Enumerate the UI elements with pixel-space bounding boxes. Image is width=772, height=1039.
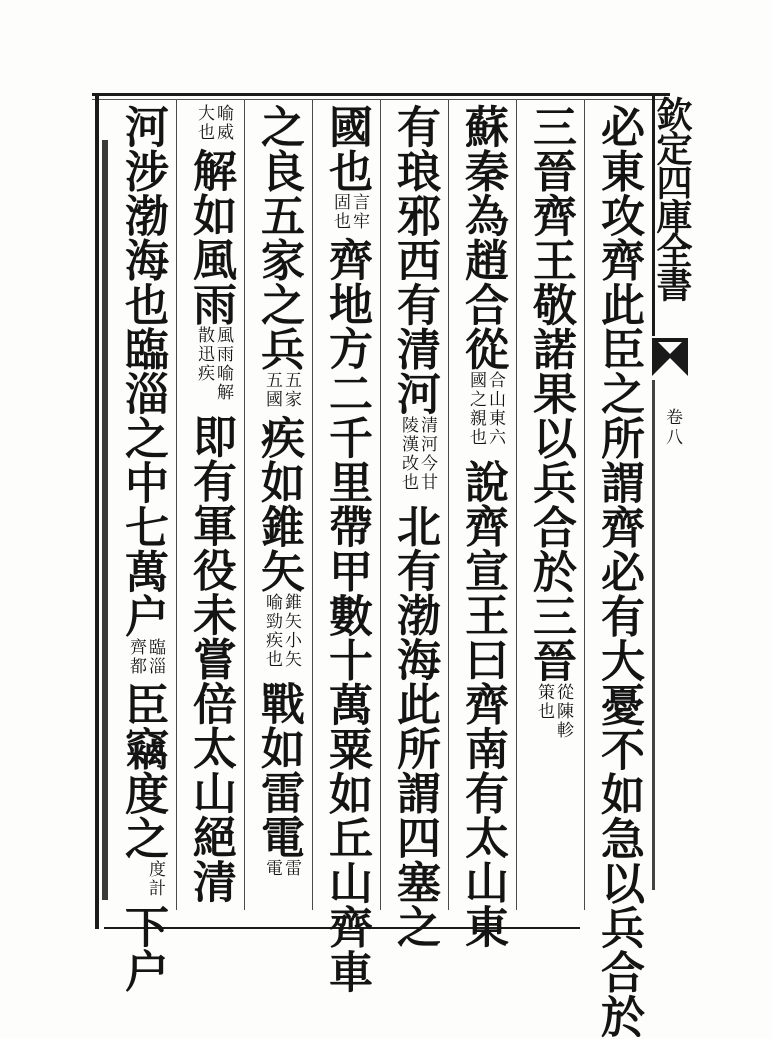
- column-divider: [244, 100, 245, 910]
- column-divider: [516, 100, 517, 910]
- text-column-1: [593, 104, 644, 1039]
- text-column-8: [117, 104, 168, 993]
- frame-left-thick-bar: [102, 140, 108, 900]
- annotation-note: 合山東六國之親也: [466, 371, 505, 447]
- column-divider: [176, 100, 177, 910]
- annotation-note: 言牢固也: [330, 193, 369, 231]
- volume-number: 卷八: [662, 408, 682, 448]
- column-divider: [448, 100, 449, 910]
- text-column-5: [321, 104, 372, 994]
- main-text: 北有渤海此所謂四塞之: [389, 503, 440, 949]
- column-divider: [584, 100, 585, 910]
- main-text: 說齊宣王曰齊南有太山東: [457, 459, 508, 949]
- annotation-note: 臨淄齊都: [126, 638, 165, 676]
- annotation-note: 度計: [145, 860, 165, 898]
- main-text: 有琅邪西有清河: [389, 104, 440, 416]
- main-text: 河涉渤海也臨淄之中七萬户: [117, 104, 168, 638]
- fishtail-mark-icon: [650, 336, 690, 380]
- annotation-note: 喻威大也: [194, 104, 233, 142]
- text-column-2: [525, 104, 576, 751]
- main-text: 解如風雨: [185, 148, 236, 326]
- annotation-note: 錐矢小矢喻勁疾也: [262, 593, 301, 669]
- main-text: 下户: [117, 904, 168, 993]
- main-text: 戰如雷電: [253, 681, 304, 859]
- text-column-7: [185, 104, 236, 904]
- main-text: 即有軍役未嘗倍太山絕清: [185, 414, 236, 904]
- column-divider: [312, 100, 313, 910]
- main-text: 臣竊度之: [117, 682, 168, 860]
- frame-top-rule: [92, 93, 670, 96]
- main-text: 三晉齊王敬諾果以兵合於三晉: [525, 104, 576, 683]
- main-text: 國也: [321, 104, 372, 193]
- column-divider: [380, 100, 381, 910]
- text-column-4: [389, 104, 440, 949]
- frame-left-rule: [95, 96, 99, 929]
- annotation-note: 雷電: [262, 859, 301, 878]
- annotation-note: 五家五國: [262, 371, 301, 409]
- annotation-note: 清河今甘陵漢改也: [398, 415, 437, 492]
- main-text: 蘇秦為趙合從: [457, 104, 508, 371]
- annotation-note: 從陳軫策也: [534, 682, 573, 740]
- main-text: 必東攻齊此臣之所謂齊必有大憂不如急以兵合於: [593, 104, 644, 1039]
- main-text: 齊地方二千里帶甲數十萬粟如丘山齊車: [321, 237, 372, 994]
- annotation-note: 風雨喻解散迅疾: [194, 326, 233, 402]
- series-title: 欽定四庫全書: [651, 96, 693, 300]
- main-text: 之良五家之兵: [253, 104, 304, 371]
- text-column-6: [253, 104, 304, 895]
- main-text: 疾如錐矢: [253, 415, 304, 593]
- text-column-3: [457, 104, 508, 949]
- frame-right-rule-lower: [652, 380, 655, 890]
